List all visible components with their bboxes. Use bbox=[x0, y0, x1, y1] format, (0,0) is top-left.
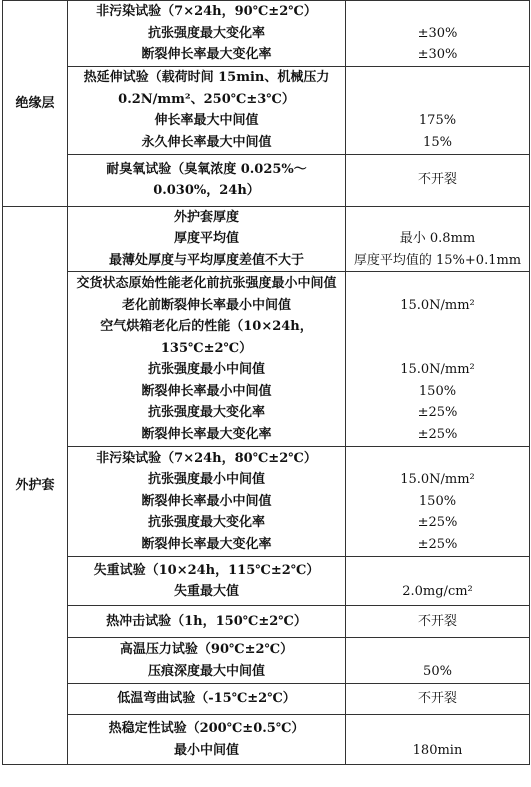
test-item-text: 热延伸试验（载荷时间 15min、机械压力 bbox=[83, 70, 330, 85]
test-items-cell bbox=[68, 638, 346, 684]
test-item-text: 最薄处厚度与平均厚度差值不大于 bbox=[108, 252, 304, 268]
table-row bbox=[3, 154, 530, 206]
table-row bbox=[3, 447, 530, 557]
table-row bbox=[3, 1, 530, 67]
test-items-cell bbox=[68, 684, 346, 715]
value-spacer bbox=[346, 316, 529, 338]
test-item-text: 0.2N/mm²、250℃±3℃） bbox=[118, 91, 295, 107]
test-item-text: 热稳定性试验（200℃±0.5℃） bbox=[108, 721, 305, 736]
test-item-text: 断裂伸长率最大变化率 bbox=[141, 536, 272, 552]
test-item-text: 最小中间值 bbox=[173, 742, 239, 758]
requirement-value: 厚度平均值的 15%+0.1mm bbox=[353, 252, 522, 268]
requirement-values-cell bbox=[346, 154, 530, 206]
test-requirements-table bbox=[2, 0, 530, 765]
test-item-text: 失重试验（10×24h，115℃±2℃） bbox=[93, 562, 320, 578]
value-spacer bbox=[346, 448, 529, 470]
requirement-values-cell bbox=[346, 638, 530, 684]
value-spacer bbox=[346, 207, 529, 229]
test-item-text: 压痕深度最大中间值 bbox=[147, 663, 265, 679]
test-item-text: 断裂伸长率最大变化率 bbox=[141, 426, 272, 442]
requirement-value: ±30% bbox=[417, 25, 458, 41]
test-item-text: 耐臭氧试验（臭氧浓度 0.025%～ bbox=[106, 161, 307, 177]
requirement-value: 2.0mg/cm² bbox=[402, 584, 473, 599]
test-items-cell bbox=[68, 557, 346, 606]
value-spacer bbox=[346, 89, 529, 111]
value-spacer bbox=[346, 338, 529, 360]
value-spacer bbox=[346, 1, 529, 23]
test-item-text: 抗张强度最小中间值 bbox=[147, 362, 265, 377]
table-row bbox=[3, 66, 530, 154]
table-row bbox=[3, 715, 530, 765]
requirement-values-cell bbox=[346, 684, 530, 715]
requirement-value: 150% bbox=[418, 383, 457, 399]
test-item-text: 135℃±2℃） bbox=[160, 340, 253, 356]
value-spacer bbox=[346, 67, 529, 89]
test-item-text: 抗张强度最大变化率 bbox=[147, 405, 265, 420]
requirement-values-cell bbox=[346, 272, 530, 447]
test-item-text: 热冲击试验（1h，150℃±2℃） bbox=[106, 613, 307, 629]
requirement-value: 不开裂 bbox=[417, 691, 457, 707]
requirement-value: 150% bbox=[418, 493, 457, 509]
requirement-value: 180min bbox=[412, 742, 463, 758]
section-label: 绝缘层 bbox=[3, 1, 68, 207]
test-items-cell bbox=[68, 66, 346, 154]
value-spacer bbox=[346, 560, 529, 582]
value-spacer bbox=[346, 718, 529, 740]
test-items-cell bbox=[68, 1, 346, 67]
requirement-value: ±25% bbox=[417, 536, 458, 552]
value-spacer bbox=[346, 639, 529, 661]
requirement-value: ±30% bbox=[417, 47, 458, 62]
requirement-value: 不开裂 bbox=[417, 172, 457, 188]
requirement-value: 15.0N/mm² bbox=[400, 362, 475, 377]
requirement-value: ±25% bbox=[417, 405, 458, 420]
test-item-text: 失重最大值 bbox=[173, 584, 239, 599]
requirement-value: 15.0N/mm² bbox=[400, 297, 475, 313]
test-item-text: 非污染试验（7×24h，80℃±2℃） bbox=[96, 450, 317, 466]
table-row bbox=[3, 557, 530, 606]
table-row bbox=[3, 638, 530, 684]
requirement-value: ±25% bbox=[417, 426, 458, 442]
test-item-text: 断裂伸长率最小中间值 bbox=[141, 383, 272, 399]
test-items-cell bbox=[68, 154, 346, 206]
section-label: 外护套 bbox=[3, 206, 68, 765]
test-item-text: 0.030%，24h） bbox=[153, 183, 260, 198]
test-item-text: 外护套厚度 bbox=[173, 209, 239, 225]
requirement-values-cell bbox=[346, 606, 530, 638]
test-items-cell bbox=[68, 206, 346, 272]
test-item-text: 抗张强度最大变化率 bbox=[147, 25, 265, 41]
test-item-text: 空气烘箱老化后的性能（10×24h， bbox=[100, 319, 313, 334]
test-item-text: 断裂伸长率最小中间值 bbox=[141, 493, 272, 509]
test-item-text: 伸长率最大中间值 bbox=[154, 113, 259, 128]
value-spacer bbox=[346, 273, 529, 295]
requirement-value: 最小 0.8mm bbox=[399, 231, 476, 246]
table-row bbox=[3, 206, 530, 272]
test-item-text: 交货状态原始性能老化前抗张强度最小中间值 bbox=[76, 276, 337, 291]
test-items-cell bbox=[68, 447, 346, 557]
requirement-values-cell bbox=[346, 447, 530, 557]
requirement-value: ±25% bbox=[417, 515, 458, 531]
test-item-text: 老化前断裂伸长率最小中间值 bbox=[121, 297, 291, 313]
test-item-text: 低温弯曲试验（-15℃±2℃） bbox=[117, 691, 296, 707]
requirement-value: 15.0N/mm² bbox=[400, 472, 475, 488]
requirement-value: 175% bbox=[418, 113, 457, 128]
requirement-values-cell bbox=[346, 66, 530, 154]
test-items-cell bbox=[68, 715, 346, 765]
test-item-text: 抗张强度最大变化率 bbox=[147, 515, 265, 531]
test-item-text: 高温压力试验（90℃±2℃） bbox=[119, 642, 294, 657]
test-item-text: 非污染试验（7×24h，90℃±2℃） bbox=[96, 4, 317, 19]
table-body bbox=[3, 1, 530, 765]
requirement-values-cell bbox=[346, 206, 530, 272]
test-item-text: 断裂伸长率最大变化率 bbox=[141, 47, 272, 62]
requirement-values-cell bbox=[346, 1, 530, 67]
test-items-cell bbox=[68, 606, 346, 638]
requirement-value: 15% bbox=[423, 134, 452, 150]
test-items-cell bbox=[68, 272, 346, 447]
requirement-values-cell bbox=[346, 557, 530, 606]
test-item-text: 抗张强度最小中间值 bbox=[147, 472, 265, 488]
test-item-text: 永久伸长率最大中间值 bbox=[141, 134, 272, 150]
requirement-value: 不开裂 bbox=[417, 613, 457, 629]
requirement-values-cell bbox=[346, 715, 530, 765]
table-row bbox=[3, 684, 530, 715]
table-row bbox=[3, 606, 530, 638]
requirement-value: 50% bbox=[423, 663, 452, 679]
test-item-text: 厚度平均值 bbox=[173, 231, 239, 246]
table-row bbox=[3, 272, 530, 447]
